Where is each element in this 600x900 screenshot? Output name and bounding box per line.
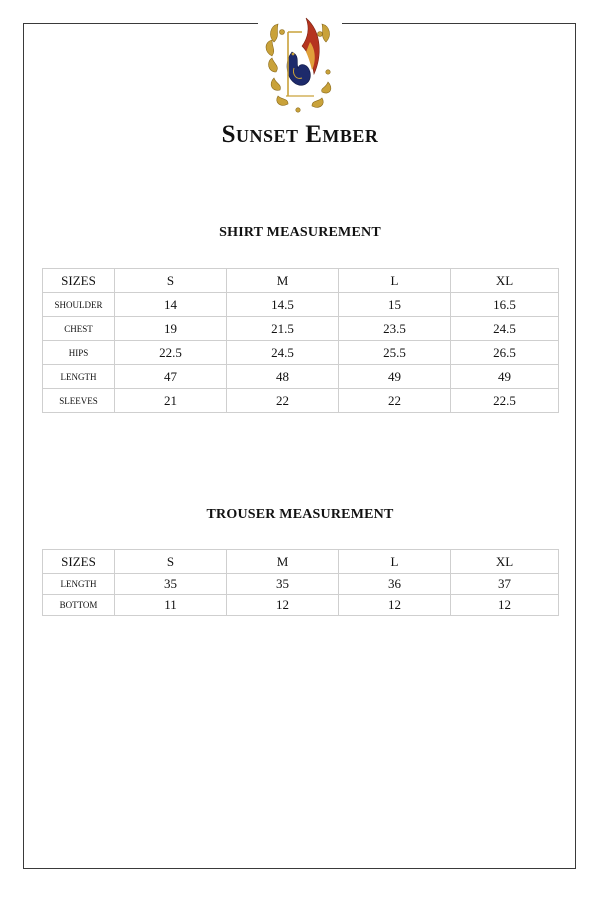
header-cell: M [227,269,339,293]
table-row [43,389,559,413]
table-cell: 15 [339,293,451,317]
table-cell: 24.5 [227,341,339,365]
table-cell: 22 [227,389,339,413]
table-cell: 23.5 [339,317,451,341]
table-cell: 48 [227,365,339,389]
table-cell: 16.5 [451,293,559,317]
page-frame [23,23,576,869]
table-cell: 21.5 [227,317,339,341]
table-cell: 35 [227,574,339,595]
row-label: LENGTH [43,574,115,595]
table-cell: 25.5 [339,341,451,365]
table-cell: 22.5 [451,389,559,413]
table-cell: 24.5 [451,317,559,341]
table-row [43,574,559,595]
table-cell: 37 [451,574,559,595]
table-cell: 14 [115,293,227,317]
shirt-size-table [42,268,559,413]
table-cell: 49 [339,365,451,389]
header-cell: XL [451,269,559,293]
table-cell: 21 [115,389,227,413]
row-label: LENGTH [43,365,115,389]
table-row [43,365,559,389]
row-label: SLEEVES [43,389,115,413]
row-label: CHEST [43,317,115,341]
header-cell: SIZES [43,269,115,293]
row-label: SHOULDER [43,293,115,317]
header-cell: SIZES [43,550,115,574]
header-cell: L [339,269,451,293]
table-cell: 49 [451,365,559,389]
header-cell: L [339,550,451,574]
table-cell: 14.5 [227,293,339,317]
table-row [43,341,559,365]
table-cell: 12 [227,595,339,616]
table-cell: 36 [339,574,451,595]
table-cell: 47 [115,365,227,389]
header-cell: S [115,269,227,293]
brand-logo [262,12,338,114]
header-cell: XL [451,550,559,574]
table-cell: 26.5 [451,341,559,365]
table-cell: 19 [115,317,227,341]
table-header-row [43,269,559,293]
trouser-measurement-title: TROUSER MEASUREMENT [206,507,394,522]
table-cell: 12 [339,595,451,616]
shirt-measurement-title: SHIRT MEASUREMENT [219,225,381,240]
row-label: HIPS [43,341,115,365]
table-row [43,595,559,616]
trouser-size-table [42,549,559,616]
table-cell: 12 [451,595,559,616]
table-cell: 22 [339,389,451,413]
table-cell: 11 [115,595,227,616]
table-row [43,317,559,341]
table-cell: 35 [115,574,227,595]
table-cell: 22.5 [115,341,227,365]
table-row [43,293,559,317]
header-cell: S [115,550,227,574]
table-header-row [43,550,559,574]
header-cell: M [227,550,339,574]
brand-name: Sunset Ember [221,121,379,148]
row-label: BOTTOM [43,595,115,616]
